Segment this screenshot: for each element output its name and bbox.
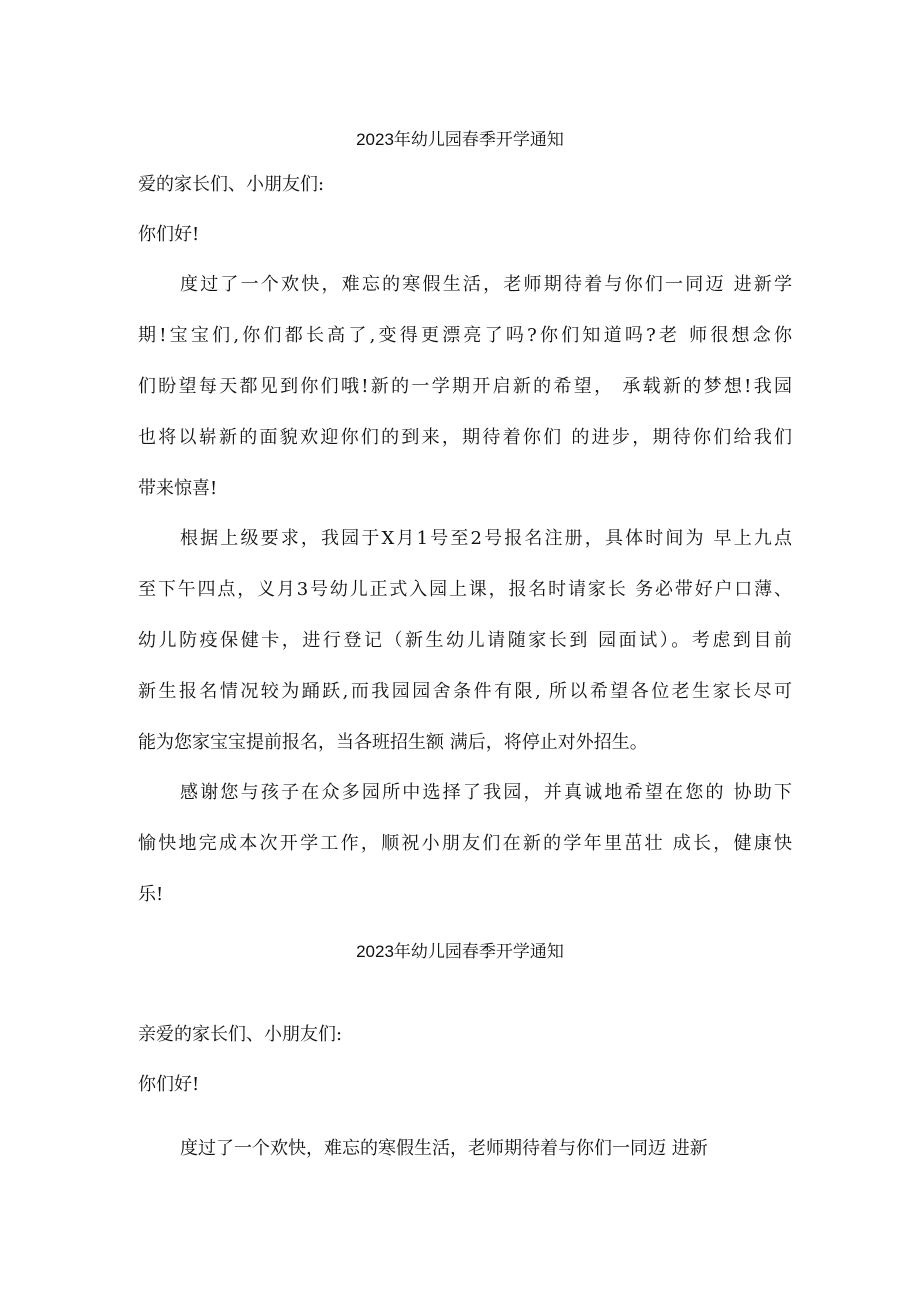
notice-title: 2023年幼儿园春季开学通知 — [356, 942, 564, 961]
hello-line: 你们好! — [138, 224, 200, 245]
paragraph-line: 度过了一个欢快，难忘的寒假生活，老师期待着与你们一同迈 进新 — [180, 1138, 708, 1159]
greeting-line: 爱的家长们、小朋友们: — [138, 174, 325, 195]
paragraph-line: 期!宝宝们,你们都长高了,变得更漂亮了吗?你们知道吗?老 师很想念你 — [138, 325, 792, 346]
paragraph-line: 带来惊喜! — [138, 478, 218, 499]
greeting-line: 亲爱的家长们、小朋友们: — [138, 1024, 343, 1045]
paragraph-line: 也将以崭新的面貌欢迎你们的到来，期待着你们 的进步，期待你们给我们 — [138, 427, 792, 448]
paragraph-line: 幼儿防疫保健卡，进行登记（新生幼儿请随家长到 园面试）。考虑到目前 — [138, 630, 792, 651]
notice-title: 2023年幼儿园春季开学通知 — [356, 130, 564, 149]
paragraph-line: 能为您家宝宝提前报名，当各班招生额 满后，将停止对外招生。 — [138, 732, 648, 753]
paragraph-line: 根据上级要求，我园于X月1号至2号报名注册，具体时间为 早上九点 — [180, 528, 792, 549]
paragraph-line: 至下午四点，义月3号幼儿正式入园上课，报名时请家长 务必带好户口薄、 — [138, 579, 792, 600]
paragraph-line: 感谢您与孩子在众多园所中选择了我园，并真诚地希望在您的 协助下 — [180, 782, 792, 803]
paragraph-line: 度过了一个欢快，难忘的寒假生活，老师期待着与你们一同迈 进新学 — [180, 274, 792, 295]
paragraph-line: 乐! — [138, 884, 164, 905]
paragraph-line: 新生报名情况较为踊跃,而我园园舍条件有限, 所以希望各位老生家长尽可 — [138, 681, 792, 702]
hello-line: 你们好! — [138, 1074, 200, 1095]
paragraph-line: 愉快地完成本次开学工作，顺祝小朋友们在新的学年里茁壮 成长，健康快 — [138, 833, 792, 854]
paragraph-line: 们盼望每天都见到你们哦!新的一学期开启新的希望， 承载新的梦想!我园 — [138, 376, 792, 397]
